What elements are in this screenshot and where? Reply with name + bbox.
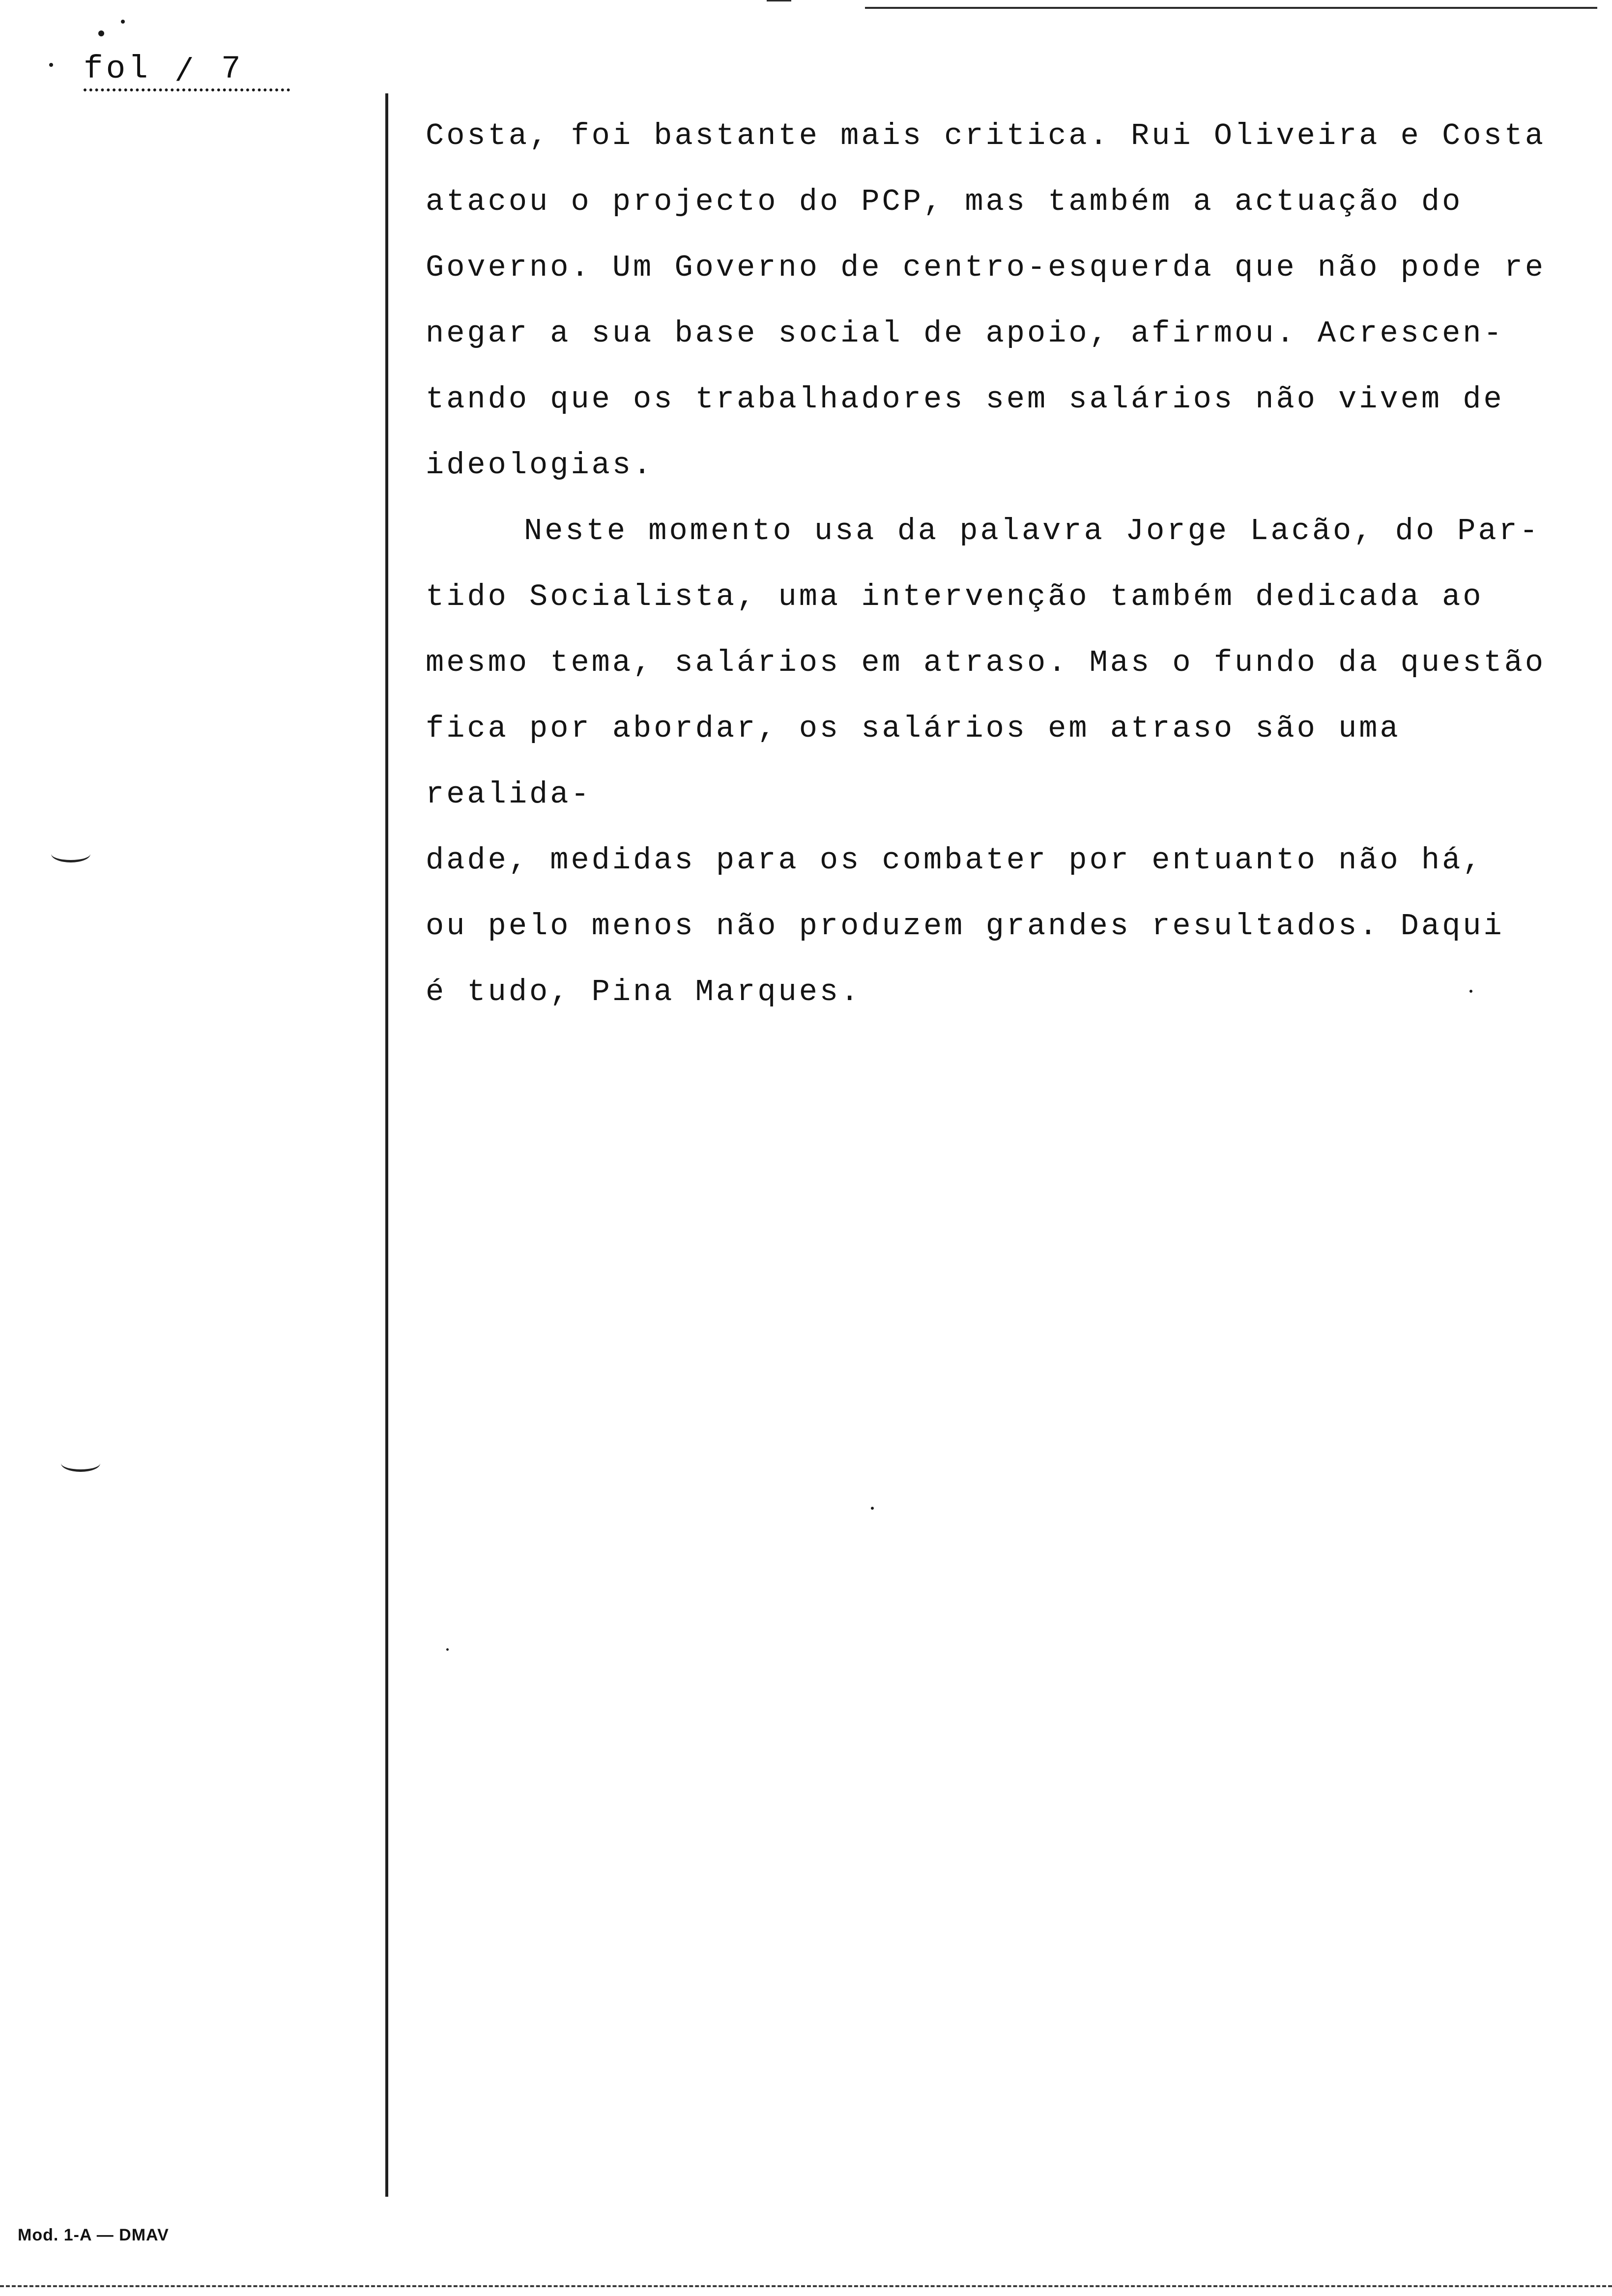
stray-mark: [49, 63, 53, 67]
text-line: negar a sua base social de apoio, afirmou. Acrescen-: [426, 316, 1504, 351]
stray-mark: [871, 1507, 874, 1510]
typed-body-text: [426, 103, 1556, 1025]
text-line: fica por abordar, os salários em atraso são uma realida-: [426, 711, 1401, 812]
folio-dotted-rule: [84, 88, 290, 91]
margin-rule: [385, 93, 388, 2197]
folio-number: [84, 47, 290, 91]
stray-mark: [1469, 990, 1472, 993]
binding-hole-mark: [51, 845, 90, 862]
text-line: Costa, foi bastante mais critica. Rui Oliveira e Costa: [426, 118, 1546, 153]
form-code: Mod. 1-A — DMAV: [18, 2226, 169, 2244]
text-line: Neste momento usa da palavra Jorge Lacão, do Par-: [524, 514, 1541, 548]
text-line: tando que os trabalhadores sem salários não vivem de: [426, 382, 1504, 417]
folio-separator: /: [174, 54, 197, 90]
folio-page-number: 7: [221, 51, 244, 87]
text-line: dade, medidas para os combater por entuanto não há,: [426, 843, 1484, 878]
text-line-indented: [426, 498, 1556, 564]
top-edge-mark: [767, 0, 791, 1]
text-line: tido Socialista, uma intervenção também dedicada ao: [426, 579, 1484, 614]
text-line: atacou o projecto do PCP, mas também a actuação do: [426, 184, 1463, 219]
bottom-edge-rule: [0, 2285, 1612, 2287]
text-line: Governo. Um Governo de centro-esquerda que não pode re: [426, 250, 1546, 285]
stray-mark: [446, 1648, 449, 1651]
stray-mark: [98, 30, 104, 36]
text-line: ideologias.: [426, 448, 654, 483]
folio-label: fol: [84, 51, 151, 87]
stray-mark: [121, 20, 125, 24]
text-line: mesmo tema, salários em atraso. Mas o fundo da questão: [426, 645, 1546, 680]
top-edge-rule: [865, 7, 1597, 9]
binding-hole-mark: [61, 1455, 100, 1472]
text-line: ou pelo menos não produzem grandes resultados. Daqui: [426, 909, 1504, 944]
text-line: é tudo, Pina Marques.: [426, 975, 862, 1009]
